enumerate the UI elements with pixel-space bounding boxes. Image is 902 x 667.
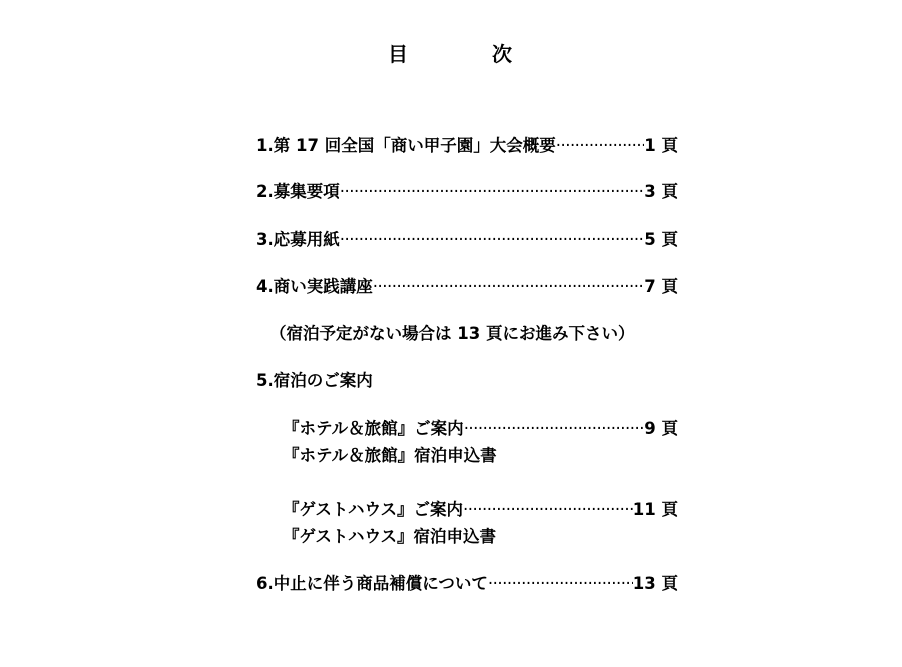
toc-entry-page: 3 頁 — [644, 182, 678, 201]
toc-entry-guesthouse-guide — [283, 500, 678, 520]
toc-entry-hotel-form: 『ホテル＆旅館』宿泊申込書 — [283, 446, 497, 465]
toc-entry-guesthouse-form: 『ゲストハウス』宿泊申込書 — [283, 527, 497, 546]
leader-dots — [340, 230, 645, 250]
toc-entry-label: 3.応募用紙 — [256, 230, 340, 249]
leader-dots — [556, 136, 645, 156]
toc-entry-page: 9 頁 — [644, 419, 678, 438]
toc-entry-page: 1 頁 — [644, 136, 678, 155]
toc-entry-hotel-guide — [283, 419, 678, 439]
toc-entry-5: 5.宿泊のご案内 — [256, 371, 373, 390]
toc-entry-label: 2.募集要項 — [256, 182, 340, 201]
toc-entry-label: 『ゲストハウス』ご案内 — [283, 500, 464, 519]
toc-entry-6 — [256, 574, 678, 594]
toc-entry-page: 5 頁 — [644, 230, 678, 249]
leader-dots — [463, 500, 633, 520]
toc-entry-label: 1.第 17 回全国「商い甲子園」大会概要 — [256, 136, 556, 155]
toc-entry-4 — [256, 277, 678, 297]
document-title: 目 次 — [388, 42, 544, 66]
toc-entry-label: 『ホテル＆旅館』ご案内 — [283, 419, 464, 438]
accommodation-note: （宿泊予定がない場合は 13 頁にお進み下さい） — [270, 324, 635, 343]
toc-entry-page: 13 頁 — [632, 574, 678, 593]
leader-dots — [464, 419, 645, 439]
toc-entry-label: 4.商い実践講座 — [256, 277, 373, 296]
toc-entry-3 — [256, 230, 678, 250]
toc-entry-label: 6.中止に伴う商品補償について — [256, 574, 488, 593]
leader-dots — [340, 182, 645, 202]
leader-dots — [488, 574, 633, 594]
leader-dots — [373, 277, 645, 297]
toc-entry-1 — [256, 136, 678, 156]
toc-entry-page: 7 頁 — [644, 277, 678, 296]
toc-entry-page: 11 頁 — [632, 500, 678, 519]
toc-entry-2 — [256, 182, 678, 202]
